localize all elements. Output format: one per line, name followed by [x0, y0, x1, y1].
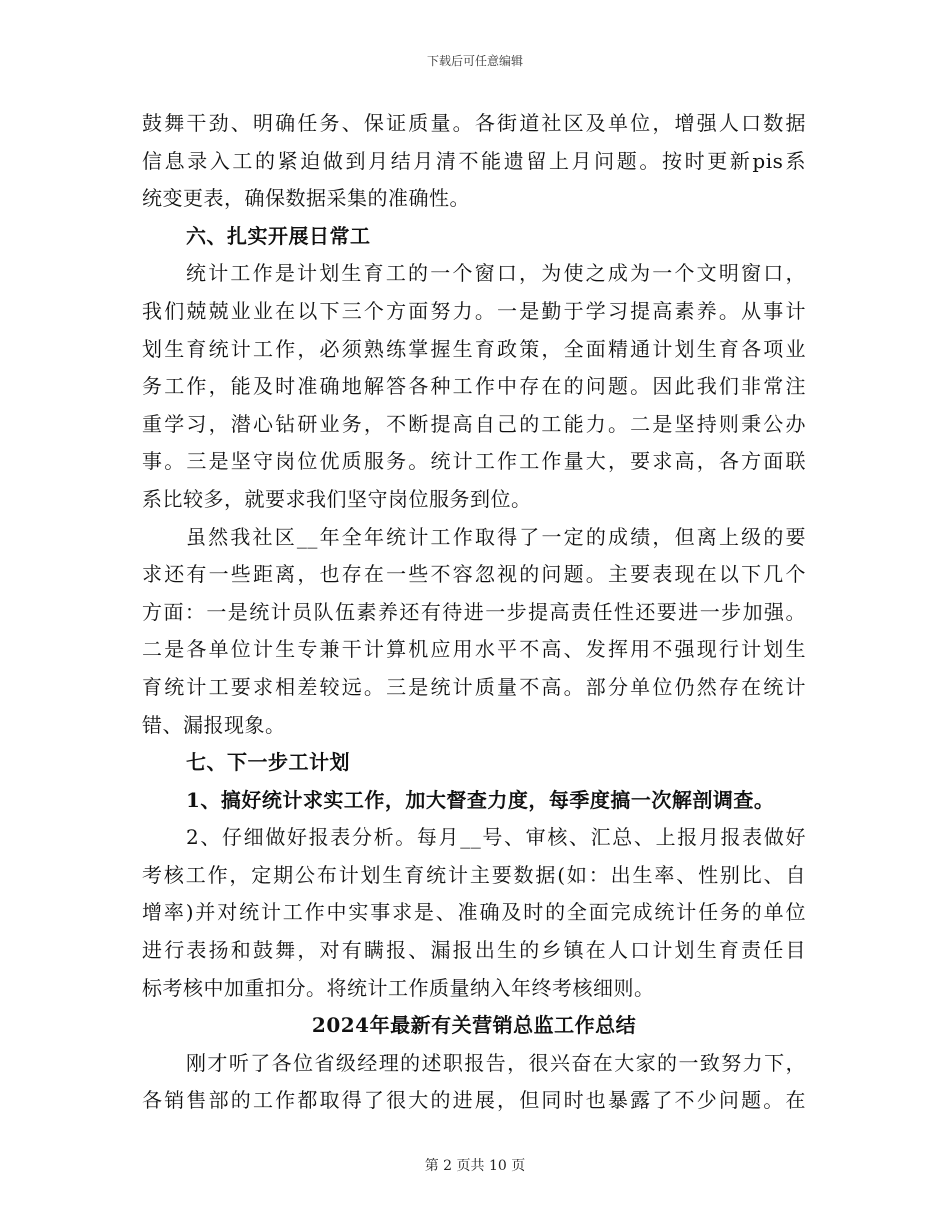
paragraph-line: 2、仔细做好报表分析。每月__号、审核、汇总、上报月报表做好 — [186, 825, 806, 850]
paragraph-line: 务工作，能及时准确地解答各种工作中存在的问题。因此我们非常注 — [142, 374, 806, 399]
section-heading: 七、下一步工计划 — [186, 750, 350, 775]
paragraph-line: 信息录入工的紧迫做到月结月清不能遗留上月问题。按时更新pis系 — [142, 148, 806, 173]
paragraph-line: 进行表扬和鼓舞，对有瞒报、漏报出生的乡镇在人口计划生育责任目 — [142, 938, 806, 963]
page-footer: 第 2 页共 10 页 — [424, 1158, 526, 1174]
paragraph-line: 考核工作，定期公布计划生育统计主要数据(如：出生率、性别比、自 — [142, 862, 806, 887]
paragraph-line: 求还有一些距离，也存在一些不容忽视的问题。主要表现在以下几个 — [142, 562, 806, 587]
page-header: 下载后可任意编辑 — [426, 54, 523, 68]
paragraph-line: 虽然我社区__年全年统计工作取得了一定的成绩，但离上级的要 — [186, 524, 806, 549]
paragraph-line: 重学习，潜心钻研业务，不断提高自己的工能力。二是坚持则秉公办 — [142, 411, 806, 436]
paragraph-line: 标考核中加重扣分。将统计工作质量纳入年终考核细则。 — [142, 975, 655, 1000]
paragraph-line: 刚才听了各位省级经理的述职报告，很兴奋在大家的一致努力下， — [186, 1050, 806, 1075]
paragraph-line: 增率)并对统计工作中实事求是、准确及时的全面完成统计任务的单位 — [142, 900, 806, 925]
section-title: 2024年最新有关营销总监工作总结 — [311, 1013, 637, 1038]
paragraph-line: 系比较多，就要求我们坚守岗位服务到位。 — [142, 486, 532, 511]
paragraph-line: 鼓舞干劲、明确任务、保证质量。各街道社区及单位，增强人口数据 — [142, 111, 806, 135]
paragraph-line: 育统计工要求相差较远。三是统计质量不高。部分单位仍然存在统计 — [142, 674, 806, 699]
document-body — [142, 105, 806, 1120]
paragraph-line: 错、漏报现象。 — [142, 712, 286, 737]
section-heading: 六、扎实开展日常工 — [186, 223, 371, 248]
paragraph-line: 我们兢兢业业在以下三个方面努力。一是勤于学习提高素养。从事计 — [142, 298, 806, 323]
paragraph-line: 方面：一是统计员队伍素养还有待进一步提高责任性还要进一步加强。 — [142, 599, 806, 624]
paragraph-line: 各销售部的工作都取得了很大的进展，但同时也暴露了不少问题。在 — [142, 1088, 806, 1113]
paragraph-line: 划生育统计工作，必须熟练掌握生育政策，全面精通计划生育各项业 — [142, 336, 806, 361]
paragraph-line: 统计工作是计划生育工的一个窗口，为使之成为一个文明窗口， — [186, 261, 806, 286]
section-heading: 1、搞好统计求实工作，加大督查力度，每季度搞一次解剖调查。 — [186, 787, 775, 812]
paragraph-line: 统变更表，确保数据采集的准确性。 — [142, 186, 470, 211]
paragraph-line: 事。三是坚守岗位优质服务。统计工作工作量大，要求高，各方面联 — [142, 449, 806, 474]
paragraph-line: 二是各单位计生专兼干计算机应用水平不高、发挥用不强现行计划生 — [142, 637, 806, 662]
